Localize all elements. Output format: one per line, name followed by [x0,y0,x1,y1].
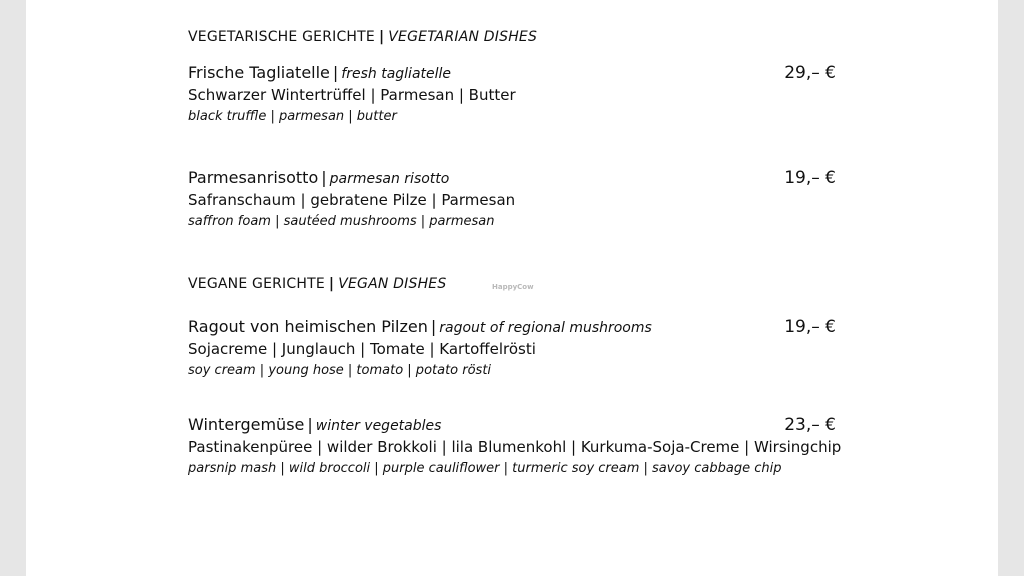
dish-price: 23,– € [784,415,836,435]
dish-separator: | [332,63,339,82]
dish-price: 19,– € [784,168,836,188]
dish-ingredients-de: Schwarzer Wintertrüffel | Parmesan | Butter [188,86,516,104]
dish-name-en: ragout of regional mushrooms [439,320,652,336]
dish-name-en: winter vegetables [315,418,442,434]
dish-name-de: Wintergemüse [188,415,305,434]
dish-item [188,316,848,382]
dish-item [188,414,848,480]
dish-item [188,167,848,233]
section-title-vegan [188,276,446,292]
section-separator: | [378,29,385,45]
section-title-en: VEGAN DISHES [338,276,447,292]
section-title-de: VEGETARISCHE GERICHTE [188,29,375,45]
dish-separator: | [321,168,327,187]
menu-page [26,0,998,576]
dish-ingredients-de: Pastinakenpüree | wilder Brokkoli | lila Blumenkohl | Kurkuma-Soja-Creme | Wirsingchip [188,438,842,456]
dish-name-de: Frische Tagliatelle [188,63,330,82]
section-title-de: VEGANE GERICHTE [188,276,325,292]
dish-name-en: parmesan risotto [329,171,450,187]
dish-ingredients-de: Safranschaum | gebratene Pilze | Parmesan [188,191,516,209]
dish-name-en: fresh tagliatelle [341,66,452,82]
dish-price: 29,– € [784,63,836,83]
dish-ingredients-en: black truffle | parmesan | butter [188,109,397,124]
dish-ingredients-en: soy cream | young hose | tomato | potato rösti [188,363,492,378]
dish-ingredients-en: parsnip mash | wild broccoli | purple cauliflower | turmeric soy cream | savoy cabbage chip [188,461,782,476]
dish-ingredients-en: saffron foam | sautéed mushrooms | parmesan [188,214,495,229]
happycow-watermark: HappyCow [492,283,534,291]
dish-name-de: Parmesanrisotto [188,168,319,187]
section-separator: | [328,276,335,292]
dish-separator: | [307,415,313,434]
section-title-en: VEGETARIAN DISHES [388,29,538,45]
dish-name-de: Ragout von heimischen Pilzen [188,317,428,336]
dish-item [188,62,848,128]
dish-separator: | [430,317,437,336]
dish-ingredients-de: Sojacreme | Junglauch | Tomate | Kartoffelrösti [188,340,536,358]
section-title-vegetarian [188,29,537,45]
dish-price: 19,– € [784,317,836,337]
